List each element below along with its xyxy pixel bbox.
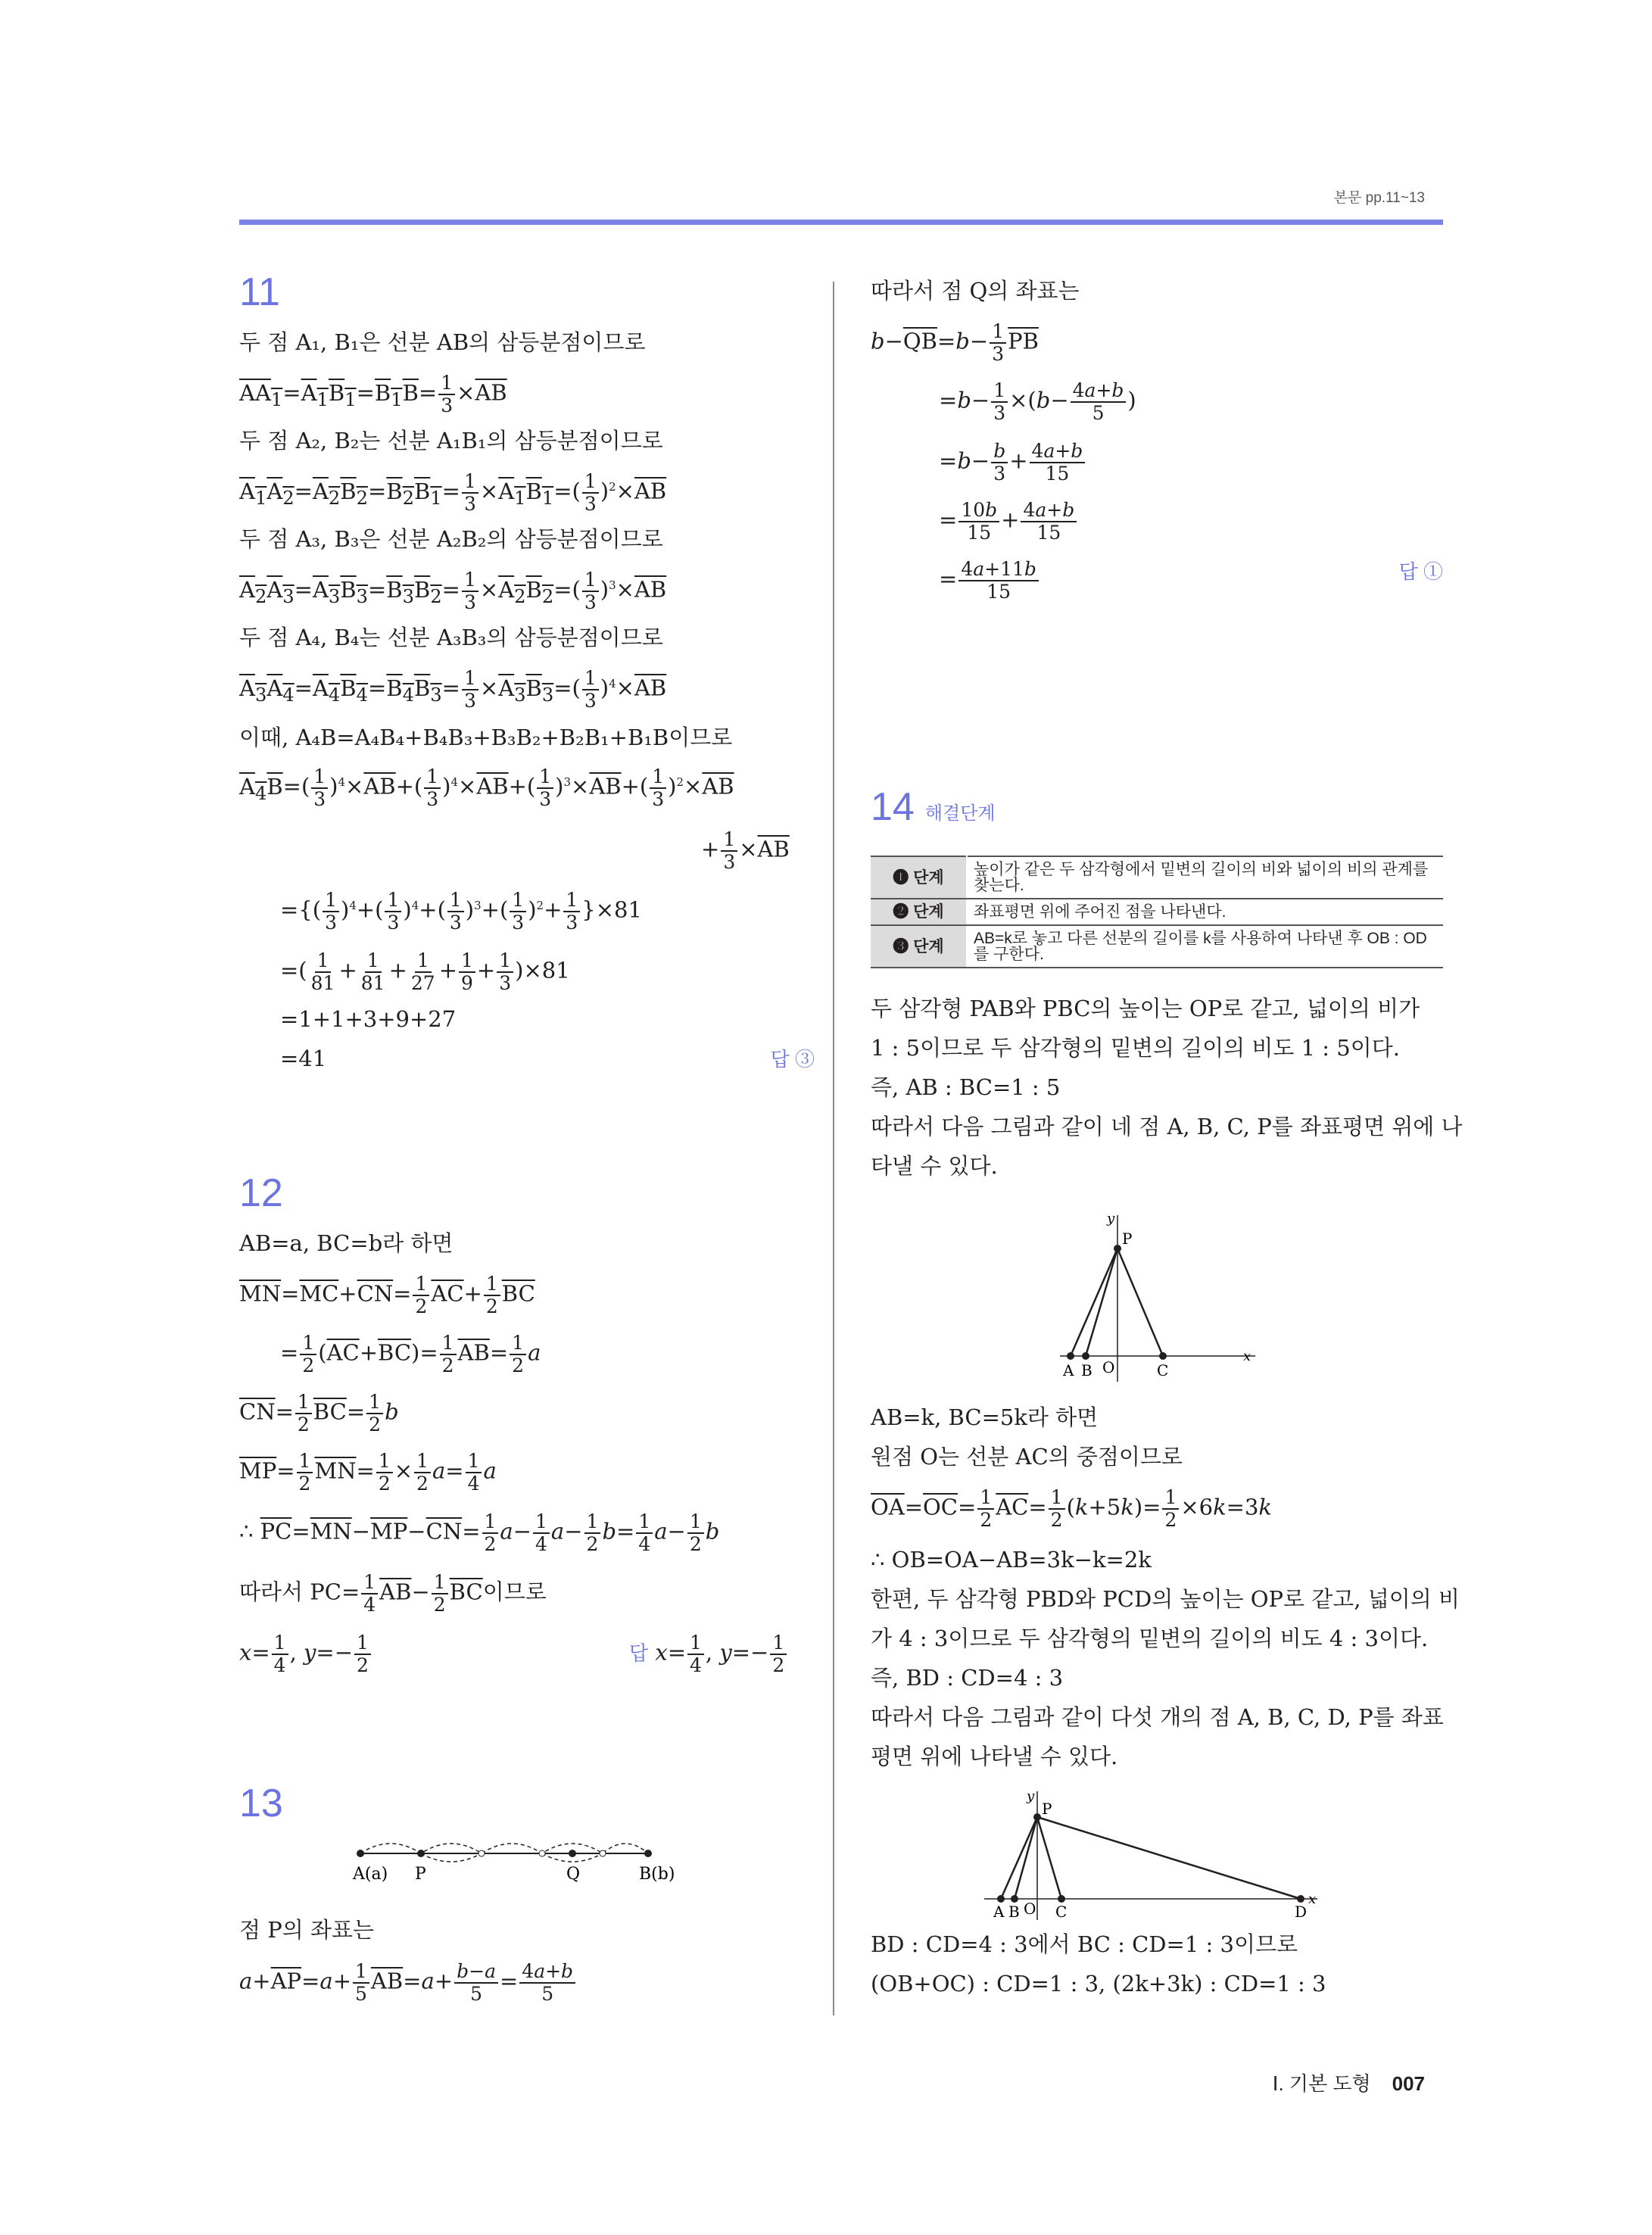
- fig1-b-label: B: [1081, 1361, 1093, 1379]
- p13-eq-4: =b− $\frac{b}{3}$ + $\frac{4a+b}{15}$: [939, 441, 1086, 484]
- p14-text-1: 두 삼각형 PAB와 PBC의 높이는 OP로 같고, 넓이의 비가: [871, 996, 1420, 1021]
- p13-label-q: Q: [566, 1865, 581, 1884]
- p13-label-b: B(b): [639, 1865, 675, 1884]
- p11-eq-9: =41: [280, 1046, 327, 1071]
- p11-eq-6: ={( $\frac{1}{3}$ )$^4$+( $\frac{1}{3}$ )$^4$+( $\frac{1}{3}$ )$^3$+( $\frac{1}{3}$ )$^2$+ $\frac{1}{3}$ }×81: [280, 889, 642, 934]
- p11-eq-8: =1+1+3+9+27: [280, 1006, 457, 1032]
- p13-answer: 답 ①: [1398, 560, 1443, 583]
- step-1-label: ❶ 단계: [871, 856, 967, 899]
- column-divider: [833, 282, 834, 2015]
- p11-line-9: 이때, A₄B=A₄B₄+B₄B₃+B₃B₂+B₂B₁+B₁B이므로: [239, 725, 733, 750]
- p12-eq-4: $\overline{MP}=$ $\frac{1}{2}$ $\overline{MN}=$ $\frac{1}{2}$ × $\frac{1}{2}$ a= $\frac{1}{4}$ a: [239, 1450, 497, 1495]
- p13-eq-6: = $\frac{4a+11b}{15}$: [939, 559, 1040, 602]
- p14-text-3: 즉, AB : BC=1 : 5: [871, 1074, 1061, 1100]
- p11-line-1: 두 점 A₁, B₁은 선분 AB의 삼등분점이므로: [239, 329, 646, 355]
- p11-line-3: 두 점 A₂, B₂는 선분 A₁B₁의 삼등분점이므로: [239, 428, 663, 454]
- fig2-a-label: A: [993, 1903, 1005, 1921]
- p14-text-2: 1 : 5이므로 두 삼각형의 밑변의 길이의 비도 1 : 5이다.: [871, 1035, 1400, 1061]
- p13-label-a: A(a): [353, 1865, 388, 1884]
- fig2-b-label: B: [1008, 1903, 1020, 1921]
- step-row-1: [871, 856, 1443, 899]
- p14-text-12: 즉, BD : CD=4 : 3: [871, 1665, 1064, 1691]
- p12-line-8b: 이므로: [482, 1579, 547, 1605]
- p13-right-line-1: 따라서 점 Q의 좌표는: [871, 278, 1080, 304]
- problem-12-number: 12: [239, 1171, 283, 1215]
- fig1-c-label: C: [1157, 1361, 1169, 1379]
- p13-label-p: P: [415, 1865, 426, 1884]
- step-3-text: AB=k로 놓고 다른 선분의 길이를 k를 사용하여 나타낸 후 OB : OD를 구한다.: [967, 925, 1443, 968]
- p13-eq-3: =b− $\frac{1}{3}$ ×(b− $\frac{4a+b}{5}$ ): [939, 379, 1136, 424]
- problem-13-number: 13: [239, 1781, 283, 1825]
- p11-answer: 답 ③: [770, 1048, 815, 1071]
- p12-eq-7: x= $\frac{1}{4}$ , y=− $\frac{1}{2}$: [239, 1632, 372, 1675]
- p11-line-5: 두 점 A₃, B₃은 선분 A₂B₂의 삼등분점이므로: [239, 526, 663, 552]
- p12-eq-1: $\overline{MN}=\overline{MC}+\overline{CN}=$ $\frac{1}{2}$ $\overline{AC}+$ $\frac{1}{2}$ $\overline{BC}$: [239, 1273, 535, 1317]
- p14-text-11: 가 4 : 3이므로 두 삼각형의 밑변의 길이의 비도 4 : 3이다.: [871, 1626, 1429, 1651]
- p11-line-7: 두 점 A₄, B₄는 선분 A₃B₃의 삼등분점이므로: [239, 625, 663, 650]
- p14-figure-1: [1052, 1208, 1264, 1389]
- page-footer: [1273, 2068, 1425, 2096]
- p12-eq-3: $\overline{CN}=$ $\frac{1}{2}$ $\overline{BC}=$ $\frac{1}{2}$ b: [239, 1391, 399, 1435]
- p11-eq-5: $A_4B=$( $\frac{1}{3}$ )$^4\times\overline{AB}+$( $\frac{1}{3}$ )$^4\times\overline{AB}+$( $\frac{1}{3}$ )$^3\times\overline{AB}+$( $\frac{1}{3}$ )$^2\times\overline{AB}$: [239, 765, 734, 810]
- p13-eq-1: $a+\overline{AP}=a+$ $\frac{1}{5}$ $\overline{AB}=a+$ $\frac{b-a}{5}$ = $\frac{4a+b}{5}$: [239, 1961, 577, 2004]
- fig1-x-label: x: [1243, 1348, 1251, 1364]
- header-rule: [239, 220, 1443, 225]
- fig2-y-label: y: [1027, 1788, 1035, 1804]
- solution-steps-table: [871, 856, 1443, 968]
- fig2-c-label: C: [1055, 1903, 1068, 1921]
- step-3-label: ❸ 단계: [871, 925, 967, 968]
- footer-chapter: Ⅰ. 기본 도형: [1272, 2072, 1371, 2095]
- p14-text-16: (OB+OC) : CD=1 : 3, (2k+3k) : CD=1 : 3: [871, 1971, 1326, 1997]
- step-row-2: [871, 899, 1443, 925]
- p12-answer: 답 x= $\frac{1}{4}$ , y=− $\frac{1}{2}$: [629, 1632, 788, 1675]
- p14-text-13: 따라서 다음 그림과 같이 다섯 개의 점 A, B, C, D, P를 좌표: [871, 1704, 1444, 1730]
- p13-line-1: 점 P의 좌표는: [239, 1917, 375, 1943]
- p11-eq-7: =( $\frac{1}{81}$ + $\frac{1}{81}$ + $\frac{1}{27}$ + $\frac{1}{9}$ + $\frac{1}{3}$ )×81: [280, 949, 570, 994]
- p14-figure-2: [977, 1787, 1325, 1923]
- p14-text-15: BD : CD=4 : 3에서 BC : CD=1 : 3이므로: [871, 1931, 1298, 1957]
- p11-eq-1: $AA_1=A_1B_1=B_1B=$ $\frac{1}{3}$ $\times\overline{AB}$: [239, 372, 507, 416]
- p12-line-1: AB=a, BC=b라 하면: [239, 1230, 454, 1256]
- problem-11-number: 11: [239, 270, 280, 314]
- problem-14-number: 14: [871, 785, 915, 829]
- p14-text-7: 원점 O는 선분 AC의 중점이므로: [871, 1444, 1183, 1470]
- p14-text-14: 평면 위에 나타낼 수 있다.: [871, 1744, 1118, 1769]
- p14-text-9: ∴ OB=OA−AB=3k−k=2k: [871, 1547, 1152, 1573]
- fig2-d-label: D: [1295, 1903, 1308, 1921]
- p14-text-6: AB=k, BC=5k라 하면: [871, 1404, 1099, 1430]
- p11-eq-3: $A_2A_3=A_3B_3=B_3B_2=$ $\frac{1}{3}$ $\times A_2B_2=$( $\frac{1}{3}$ )$^3\times\overline{AB}$: [239, 569, 667, 613]
- fig2-o-label: O: [1024, 1900, 1036, 1918]
- p14-text-4: 따라서 다음 그림과 같이 네 점 A, B, C, P를 좌표평면 위에 나: [871, 1114, 1463, 1139]
- p12-eq-5: ∴ $\overline{PC}=\overline{MN}-\overline{MP}-\overline{CN}=$ $\frac{1}{2}$ a− $\frac{1}{4}$ a− $\frac{1}{2}$ b= $\frac{1}{4}$ a− $\frac{1}{2}$ b: [239, 1510, 720, 1555]
- fig1-a-label: A: [1063, 1361, 1074, 1379]
- p13-segment-figure: [345, 1825, 675, 1893]
- p14-eq-oa: $\overline{OA}=\overline{OC}=$ $\frac{1}{2}$ $\overline{AC}=$ $\frac{1}{2}$ (k+5k)= $\frac{1}{2}$ ×6k=3k: [871, 1486, 1272, 1531]
- p13-eq-5: = $\frac{10b}{15}$ + $\frac{4a+b}{15}$: [939, 500, 1078, 543]
- problem-14-tag: 해결단계: [924, 803, 996, 824]
- p14-text-10: 한편, 두 삼각형 PBD와 PCD의 높이는 OP로 같고, 넓이의 비: [871, 1586, 1460, 1612]
- p11-eq-2: $A_1A_2=A_2B_2=B_2B_1=$ $\frac{1}{3}$ $\times A_1B_1=$( $\frac{1}{3}$ )$^2\times\overline{AB}$: [239, 470, 667, 515]
- p11-eq-5b: + $\frac{1}{3}$ $\times\overline{AB}$: [701, 828, 790, 873]
- p13-eq-2: $b-\overline{QB}=b-$ $\frac{1}{3}$ $\overline{PB}$: [871, 320, 1039, 365]
- p11-eq-4: $A_3A_4=A_4B_4=B_4B_3=$ $\frac{1}{3}$ $\times A_3B_3=$( $\frac{1}{3}$ )$^4\times\overline{AB}$: [239, 667, 667, 712]
- fig1-p-label: P: [1122, 1230, 1133, 1248]
- fig1-o-label: O: [1102, 1358, 1115, 1376]
- p12-eq-2: = $\frac{1}{2}$ $(\overline{AC}+\overline{BC})=$ $\frac{1}{2}$ $\overline{AB}=$ $\frac{1}{2}$ a: [280, 1332, 541, 1376]
- p12-eq-6: 따라서 PC= $\frac{1}{4}$ $\overline{AB}-$ $\frac{1}{2}$ $\overline{BC}$이므로: [239, 1571, 547, 1616]
- step-row-3: [871, 925, 1443, 968]
- p12-line-8: 따라서 PC=: [239, 1579, 360, 1605]
- page-reference: 본문 pp.11~13: [1333, 190, 1425, 206]
- page-number: 007: [1392, 2072, 1425, 2095]
- problem-14-header: [871, 787, 996, 827]
- fig2-x-label: x: [1308, 1891, 1317, 1907]
- fig1-y-label: y: [1107, 1211, 1115, 1227]
- fig2-p-label: P: [1042, 1800, 1052, 1818]
- step-2-label: ❷ 단계: [871, 899, 967, 925]
- step-1-text: 높이가 같은 두 삼각형에서 밑변의 길이의 비와 넓이의 비의 관계를 찾는다.: [967, 856, 1443, 899]
- step-2-text: 좌표평면 위에 주어진 점을 나타낸다.: [967, 899, 1443, 925]
- p14-text-5: 타낼 수 있다.: [871, 1153, 998, 1179]
